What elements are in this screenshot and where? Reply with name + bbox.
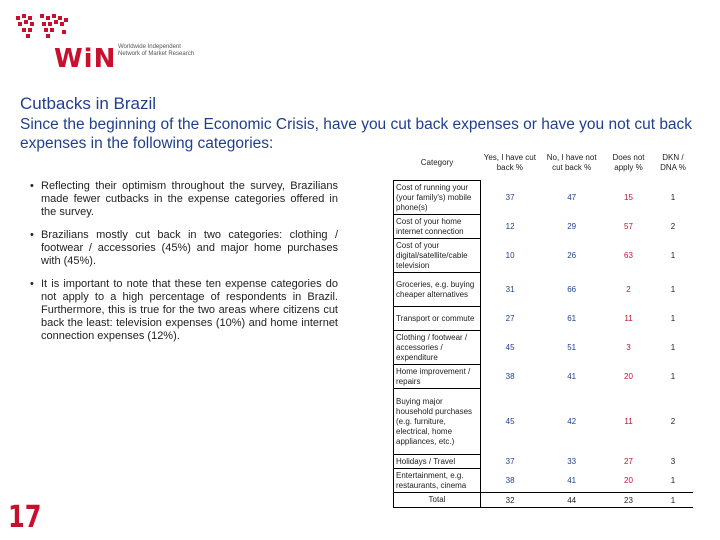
dk-cell: 3 xyxy=(670,457,676,466)
table-row xyxy=(394,181,694,215)
table-row xyxy=(394,331,694,365)
dna-cell: 20 xyxy=(624,372,633,381)
dk-cell: 2 xyxy=(670,222,676,231)
no-cell: 41 xyxy=(567,372,577,381)
total-yes: 32 xyxy=(481,493,540,508)
dna-cell: 20 xyxy=(624,475,633,485)
page-number: 17 xyxy=(8,500,42,535)
dna-cell: 63 xyxy=(624,251,633,260)
table-row xyxy=(394,215,694,239)
no-cell: 29 xyxy=(567,222,577,231)
yes-cell: 38 xyxy=(505,372,515,381)
total-no: 44 xyxy=(539,493,604,508)
page-title: Cutbacks in Brazil xyxy=(20,94,157,113)
survey-question: Since the beginning of the Economic Crisis, have you cut back expenses or have you not cut back expenses in the following categories: xyxy=(20,116,693,152)
yes-cell: 45 xyxy=(505,417,515,426)
category-cell: Clothing / footwear / accessories / expenditure xyxy=(394,331,481,365)
bullet-item: • It is important to note that these ten expense categories do not apply to a high percentage of respondents in Brazil. Furthermore, this is true for the two areas where citizens cut back the least: television expenses (10%) and home internet connection expenses (12%). xyxy=(30,278,338,343)
total-dk: 1 xyxy=(653,493,693,508)
table-row xyxy=(394,239,694,273)
category-cell: Transport or commute xyxy=(394,307,481,331)
dna-cell: 11 xyxy=(624,417,633,426)
dna-cell: 11 xyxy=(624,314,633,323)
bullet-item: • Reflecting their optimism throughout the survey, Brazilians made fewer cutbacks in the expense categories offered in the survey. xyxy=(30,180,338,219)
dna-cell: 3 xyxy=(626,343,631,352)
yes-cell: 10 xyxy=(505,251,515,260)
dna-cell: 2 xyxy=(626,285,631,294)
brand-subtitle: Worldwide Independent Network of Market Research xyxy=(118,44,195,57)
dk-cell: 1 xyxy=(670,193,676,202)
dk-cell: 1 xyxy=(670,314,676,323)
header-yes: Yes, I have cut back % xyxy=(483,153,536,173)
cutbacks-table xyxy=(393,146,693,508)
dk-cell: 1 xyxy=(670,372,676,381)
no-cell: 66 xyxy=(567,285,577,294)
brand-name: WiN xyxy=(54,44,117,74)
header-no: No, I have not cut back % xyxy=(546,153,597,173)
category-cell: Buying major household purchases (e.g. furniture, electrical, home appliances, etc.) xyxy=(394,389,481,455)
dna-cell: 27 xyxy=(624,457,633,466)
dk-cell: 2 xyxy=(670,417,676,426)
yes-cell: 12 xyxy=(505,222,515,231)
no-cell: 51 xyxy=(567,343,577,352)
category-cell: Cost of running your (your family's) mobile phone(s) xyxy=(394,181,481,215)
no-cell: 47 xyxy=(567,193,577,202)
yes-cell: 27 xyxy=(505,314,515,323)
total-label: Total xyxy=(394,493,481,508)
bullet-list xyxy=(30,180,338,353)
table-row xyxy=(394,273,694,307)
header-dna: Does not apply % xyxy=(612,153,645,173)
table-row xyxy=(394,389,694,455)
table-header-row xyxy=(394,146,694,181)
dk-cell: 1 xyxy=(670,285,676,294)
table-row xyxy=(394,469,694,493)
no-cell: 26 xyxy=(567,251,577,260)
table-row xyxy=(394,365,694,389)
yes-cell: 45 xyxy=(505,343,515,352)
header-category: Category xyxy=(420,158,454,167)
dk-cell: 1 xyxy=(670,343,676,352)
win-logo xyxy=(14,12,195,74)
category-cell: Holidays / Travel xyxy=(394,455,481,469)
dna-cell: 57 xyxy=(624,222,633,231)
dk-cell: 1 xyxy=(670,251,676,260)
yes-cell: 37 xyxy=(505,193,515,202)
category-cell: Cost of your digital/satellite/cable television xyxy=(394,239,481,273)
no-cell: 33 xyxy=(567,457,577,466)
bullet-item: • Brazilians mostly cut back in two categories: clothing / footwear / accessories (45%) and major home purchases with (45%). xyxy=(30,229,338,268)
dna-cell: 15 xyxy=(624,193,633,202)
category-cell: Home improvement / repairs xyxy=(394,365,481,389)
yes-cell: 37 xyxy=(505,457,515,466)
category-cell: Cost of your home internet connection xyxy=(394,215,481,239)
total-dna: 23 xyxy=(604,493,653,508)
no-cell: 42 xyxy=(567,417,577,426)
table-total-row xyxy=(394,493,694,508)
yes-cell: 38 xyxy=(505,475,515,485)
category-cell: Entertainment, e.g. restaurants, cinema xyxy=(394,469,481,493)
table-row xyxy=(394,307,694,331)
dk-cell: 1 xyxy=(670,475,676,485)
table-row xyxy=(394,455,694,469)
yes-cell: 31 xyxy=(505,285,515,294)
no-cell: 61 xyxy=(567,314,577,323)
no-cell: 41 xyxy=(567,475,577,485)
header-dk: DKN / DNA % xyxy=(660,153,686,173)
category-cell: Groceries, e.g. buying cheaper alternatives xyxy=(394,273,481,307)
